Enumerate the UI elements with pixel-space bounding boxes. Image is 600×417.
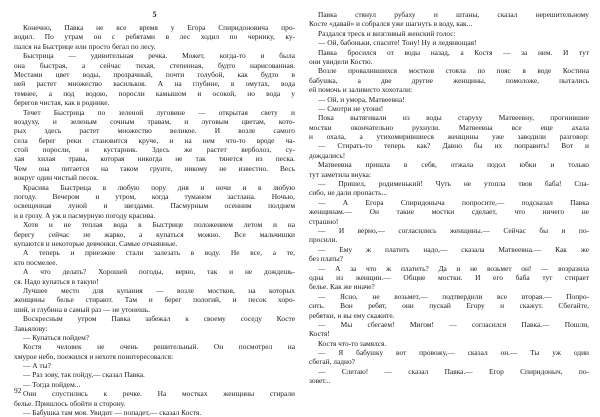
text-line: ший, и глубина в самый раз — не утонешь. xyxy=(14,304,151,314)
text-line: Матвеевна пришла в себя, отжала подол юбки и только xyxy=(318,160,589,170)
text-line: — Ой, и умора, Матвеевна! xyxy=(318,94,405,104)
text-line: страшно! xyxy=(309,216,339,226)
text-line: без платы? xyxy=(309,254,344,264)
text-line: — Я бабушку вот провожу,— сказал он.— Ты уж один xyxy=(318,348,589,358)
text-line: тут заметила внука: xyxy=(309,169,372,179)
text-line: белье. Пришлось обойти в сторону. xyxy=(14,398,126,408)
text-line: — Ой, бабоньки, спасите! Тону! Ну и ледянющая! xyxy=(318,38,477,48)
text-line: А теперь и приезжие стали залезать в воду. Не все, а те, xyxy=(23,248,295,258)
text-line: села берег реки становится круче, и на нем что-то вроде ча- xyxy=(14,135,295,145)
left-page-text xyxy=(14,23,295,417)
text-line: ребятки, и вы ему скажите. xyxy=(309,310,395,320)
text-line: белье. Как же иначе? xyxy=(309,282,375,292)
text-line: Костя что-то замялся. xyxy=(318,338,387,348)
text-line: и охала, а утихомирившиеся женщины уже заводили разговор: xyxy=(309,132,589,142)
page-number: 92 xyxy=(14,386,22,395)
text-line: пался на Быстрице или просто бегал по лесу. xyxy=(14,41,156,51)
text-line: Костя человек не очень решительный. Он посмотрел на xyxy=(23,342,295,352)
text-line: ей помочь и заливисто хохотали: xyxy=(309,85,413,95)
text-line: Возле провалившихся мостков стояла по пояс в воде Костина xyxy=(318,66,589,76)
text-line: Лучшее место для купания — возле мостков, на которых xyxy=(23,285,295,295)
text-line: Чем она питается на таком грунте, никому не известно. Весь xyxy=(14,163,295,173)
text-line: Пока вытягивали из воды старуху Матвеевну, прогнившие xyxy=(318,113,589,123)
text-line: темнее, а под водою, поросли камышом и осокой, но вода у xyxy=(14,88,295,98)
text-line: она быстрая, а сейчас тихая, степенная, будто нарисованная. xyxy=(14,60,295,70)
text-line: — Смотри не утони! xyxy=(318,103,384,113)
text-line: Хотя и не теплая вода в Быстрице положением летом и на xyxy=(23,220,295,230)
chapter-number: 5 xyxy=(152,10,157,19)
right-page xyxy=(309,0,589,404)
text-line: — Пришел, родименький! Чуть не утопла твоя баба! Спа- xyxy=(318,179,589,189)
text-line: стой поросли, и кустарник. Здесь же растет верболоз, су- xyxy=(14,145,295,155)
text-line: хмурое небо, поежился и нехотя поинтересовался: xyxy=(14,351,174,361)
text-line: и в грозу. А уж в пасмурную погоду красива. xyxy=(14,210,156,220)
text-line: просили. xyxy=(309,235,338,245)
text-line: — А за что ж платить? Да и не возьмет он! — возразила xyxy=(318,263,589,273)
text-line: — И верно,— согласились женщины.— Сейчас бы и по- xyxy=(318,225,589,235)
text-line: Павка стянул рубаху и штаны, сказал нерешительному xyxy=(318,10,589,19)
text-line: погоду. Вечером и утром, когда туманом застлана. Ночью, xyxy=(14,192,295,202)
text-line: Красива Быстрица в любую пору дня и ночи и в любую xyxy=(23,182,295,192)
text-line: Они спустились к речке. На мостках женщины стирали xyxy=(23,389,295,399)
text-line: женщины белье стирают. Там и берег пологий, и песок хоро- xyxy=(14,295,295,305)
text-line: Завьялову: xyxy=(14,323,48,333)
text-line: купаются и некоторые девчонки. Самые отчаянные. xyxy=(14,238,178,248)
text-line: сить. Вон ребят, они пускай Егору и скажут. Сбегайте, xyxy=(309,301,589,311)
text-line: сибо, не дали пропасть... xyxy=(309,188,388,198)
text-line: мостки окончательно рухнули. Матвеевна все еще ахала xyxy=(309,122,589,132)
text-line: Костя! xyxy=(309,329,330,339)
text-line: ней растет множество васильков. А на глубине, в омутах, вода xyxy=(14,79,295,89)
text-line: рых здесь растет множество великое. И возле самого xyxy=(14,126,295,136)
text-line: А что делать? Хорошей погоды, верно, так и не дождешь- xyxy=(23,267,295,277)
text-line: — Слетаю! — сказал Павка.— Егор Спиридоныч, по- xyxy=(318,366,589,376)
text-line: одна из женщин.— Общие мостки. И его баба тут стирает xyxy=(309,272,589,282)
text-line: берегу сейчас не жарко, а купаться можно. Все мальчишки xyxy=(14,229,295,239)
text-line: — Купаться пойдем? xyxy=(23,332,90,342)
text-line: — Стирать-то теперь как? Давно бы их поправить! Вот и xyxy=(318,141,589,151)
text-line: — Мы сбегаем! Мигом! — согласился Павка.— Пошли, xyxy=(318,319,589,329)
text-line: воздуху, и зеленым сочным травам, и луговым цветам, кото- xyxy=(14,116,295,126)
text-line: освещенная луной и звездами. Пасмурным осенним полднем xyxy=(14,201,295,211)
text-line: Местами цвет воды, прозрачный, почти голубой, как будто в xyxy=(14,69,295,79)
text-line: вокруг один чистый песок. xyxy=(14,173,99,183)
text-line: женщинам.— Он такие мостки сделает, что ничего не xyxy=(309,207,589,217)
text-line: — Ясно, не возьмет,— подтвердили все вторая.— Попро- xyxy=(318,291,589,301)
right-page-text xyxy=(309,10,589,386)
left-page xyxy=(14,0,295,417)
text-line: Быстрица — удивительная речка. Может, когда-то и была xyxy=(23,51,295,61)
text-line: хая хилая трава, которая никогда не так тянется из песка. xyxy=(14,154,295,164)
text-line: они увидели Костю. xyxy=(309,56,373,66)
text-line: бабушка, а две другие женщины, помоложе, пытались xyxy=(309,75,589,85)
text-line: сбегай, ладно? xyxy=(309,357,355,367)
text-line: — А Егора Спиридоныча попросите,— подсказал Павка xyxy=(318,197,589,207)
text-line: Раздался треск и визгливый женский голос: xyxy=(318,28,456,38)
text-line: — Бабушка там моя. Увидит — попадет,— сказал Костя. xyxy=(23,408,202,417)
text-line: зовет... xyxy=(309,376,331,386)
text-line: водил. По утрам он с ребятами в лес ходил по чернику, ку- xyxy=(14,32,295,42)
text-line: Конечно, Павка не все время у Егора Спиридоновича про- xyxy=(23,23,295,32)
text-line: Течет Быстрица по зеленой луговине — открытая свету и xyxy=(23,107,295,117)
text-line: ся. Надо купаться в такую! xyxy=(14,276,99,286)
text-line: — Тогда пойдем... xyxy=(23,379,81,389)
text-line: дождались! xyxy=(309,150,346,160)
text-line: — Раз зову, так пойду,— сказал Павка. xyxy=(23,370,145,380)
text-line: Павка бросился от воды назад, а Костя — за ним. И тут xyxy=(318,47,589,57)
text-line: Косте «давай» и собрался уже шагнуть в воду, как... xyxy=(309,19,473,29)
text-line: берегов чистая, как в роднике. xyxy=(14,98,110,108)
text-line: кто посмелее. xyxy=(14,257,58,267)
text-line: Воскресным утром Павка забежал к своему соседу Косте xyxy=(23,314,295,324)
text-line: — Ему ж платить надо,— сказала Матвеевна.— Как же xyxy=(318,244,589,254)
text-line: — А ты? xyxy=(23,361,51,371)
